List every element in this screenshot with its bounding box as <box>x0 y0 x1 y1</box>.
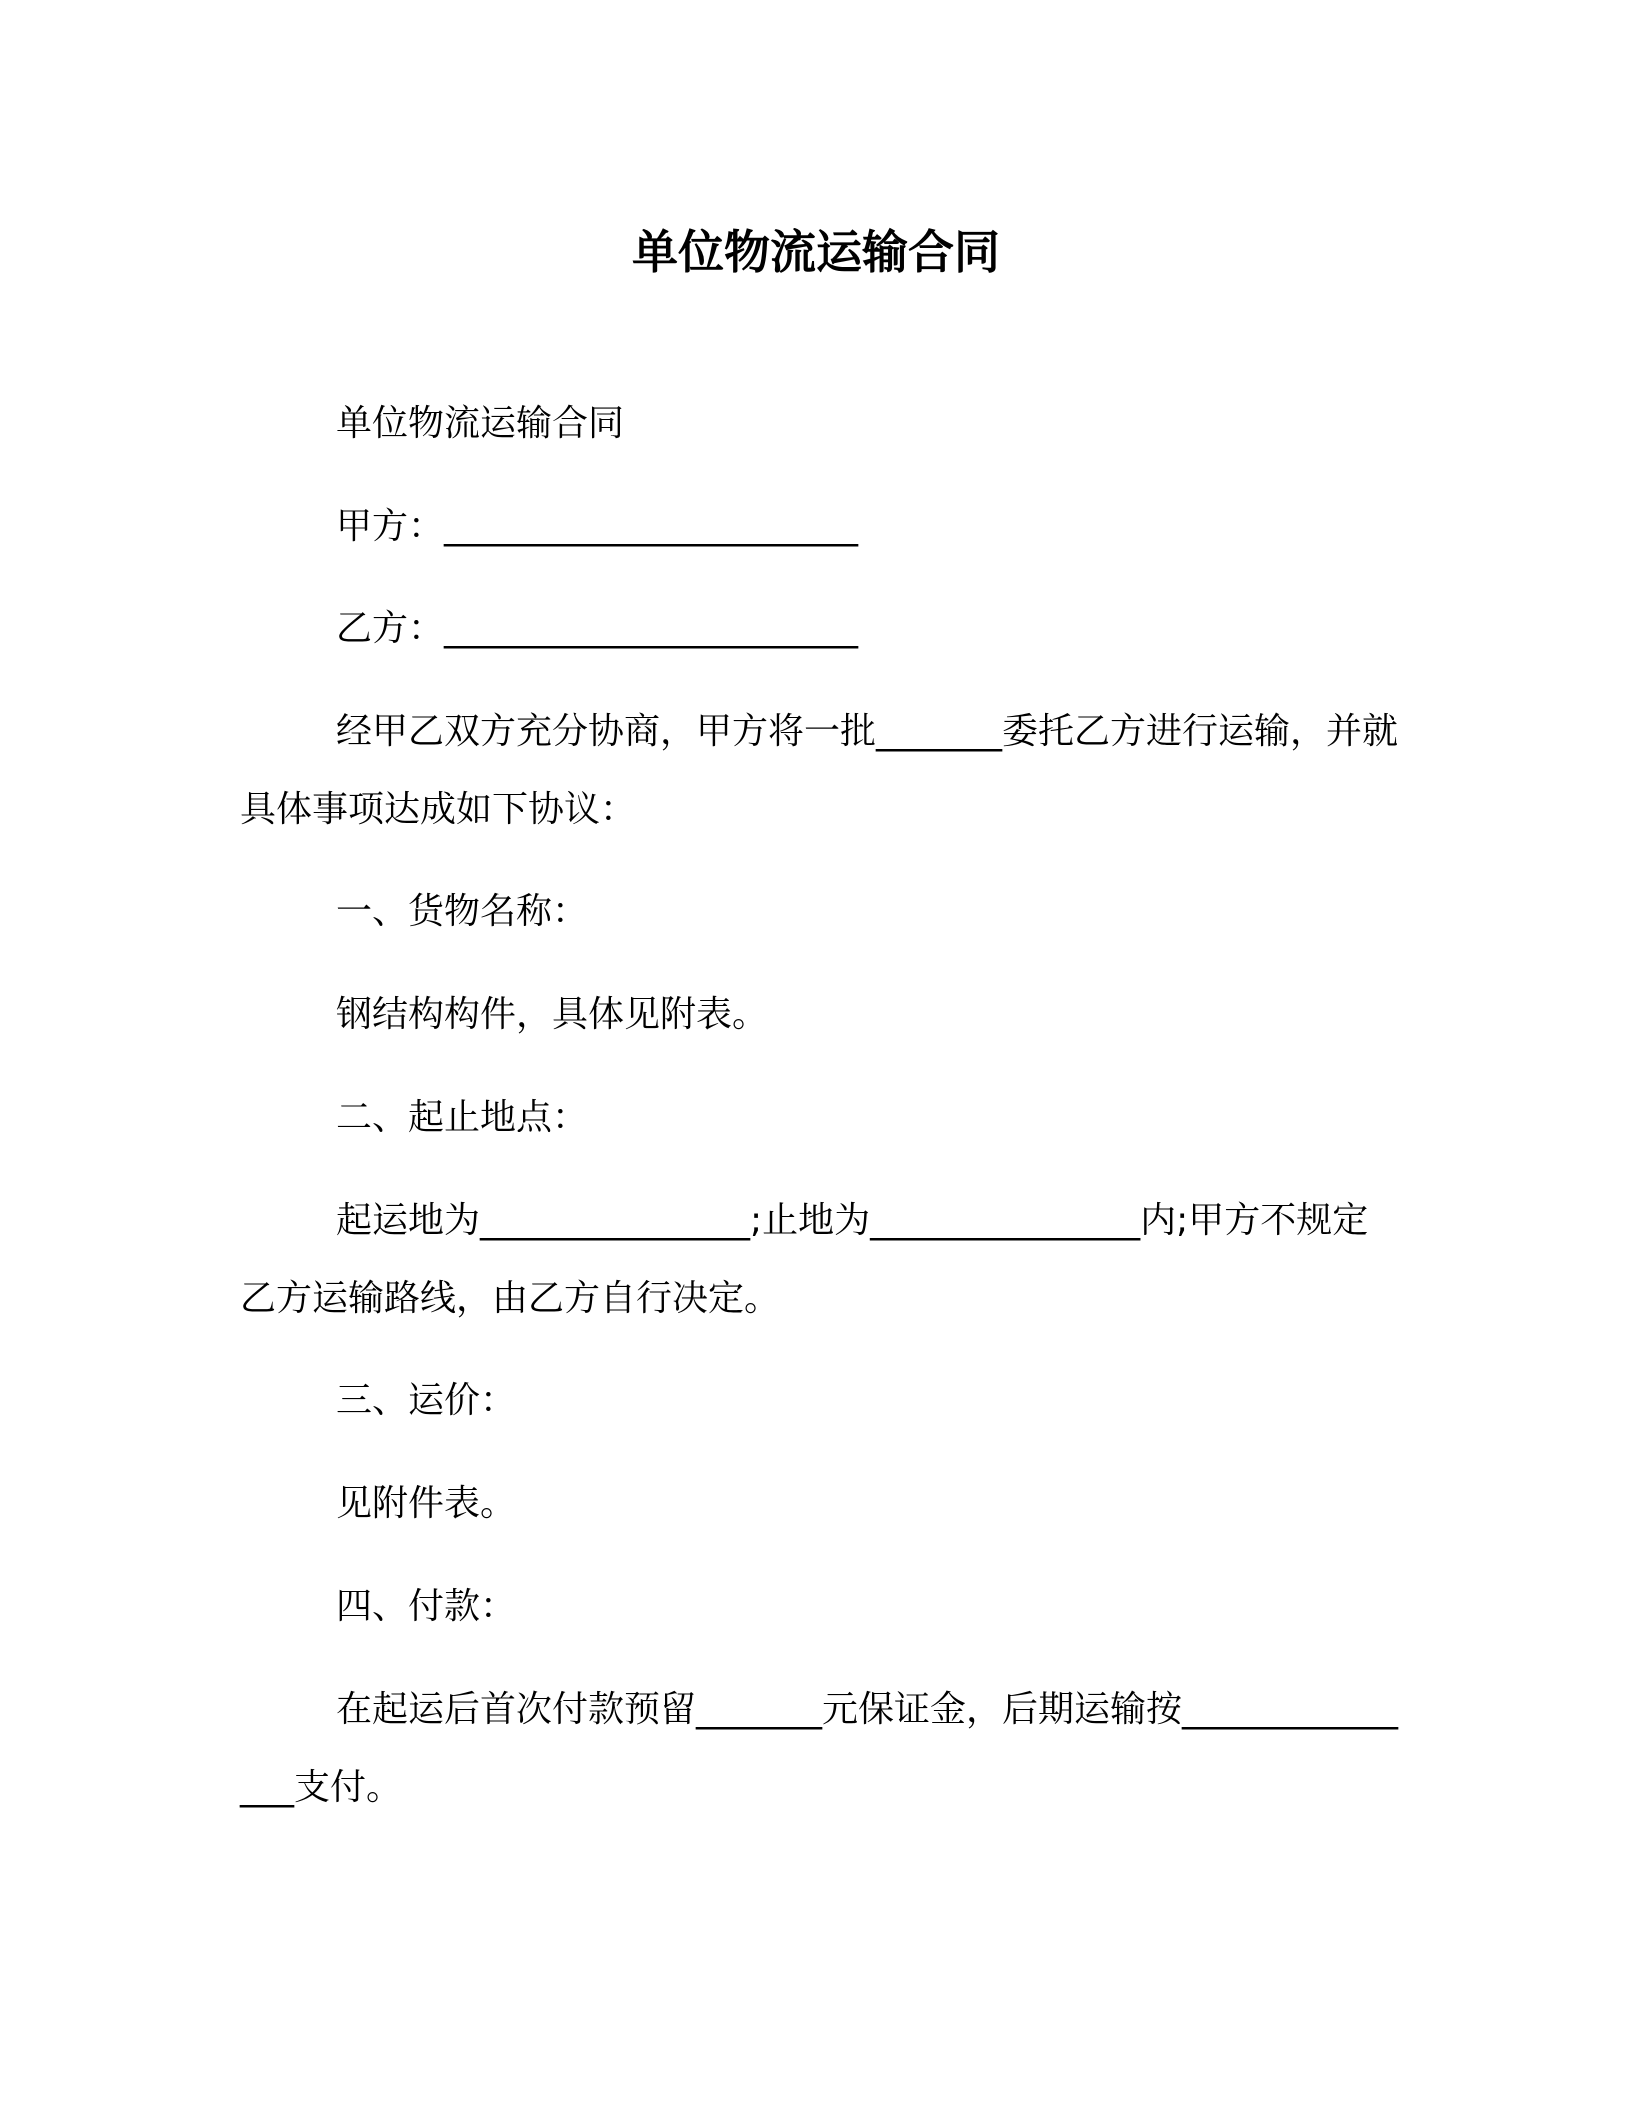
section-heading-payment: 四、付款： <box>336 1586 517 1627</box>
goods-description: 钢结构构件，具体见附表。 <box>336 994 769 1035</box>
party-a-line: 甲方：_______________________ <box>336 506 859 547</box>
intro-paragraph: 经甲乙双方充分协商，甲方将一批_______委托乙方进行运输，并就具体事项达成如下协议： <box>240 711 1399 830</box>
section-heading-price: 三、运价： <box>336 1380 517 1421</box>
contract-heading: 单位物流运输合同 <box>336 403 625 444</box>
locations-description: 起运地为_______________;止地为_______________内;甲方不规定乙方运输路线，由乙方自行决定。 <box>240 1200 1369 1319</box>
party-b-line: 乙方：_______________________ <box>336 608 859 649</box>
section-heading-locations: 二、起止地点： <box>336 1097 589 1138</box>
section-heading-goods: 一、货物名称： <box>336 891 589 932</box>
document-title: 单位物流运输合同 <box>632 225 1000 279</box>
payment-description: 在起运后首次付款预留_______元保证金，后期运输按_______________支付。 <box>240 1689 1399 1808</box>
price-description: 见附件表。 <box>336 1483 517 1524</box>
